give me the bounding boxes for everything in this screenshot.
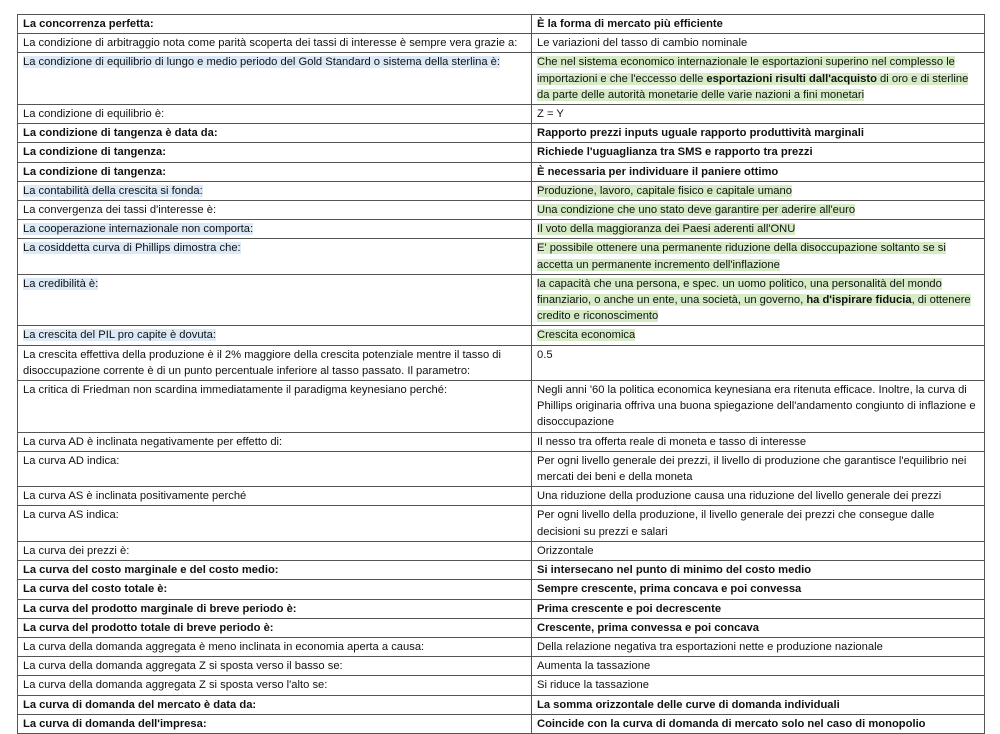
answer-cell <box>532 506 985 541</box>
question-cell <box>18 124 532 143</box>
answer-cell <box>532 162 985 181</box>
question-cell <box>18 220 532 239</box>
question-cell <box>18 561 532 580</box>
answer-text <box>537 603 721 615</box>
answer-cell <box>532 124 985 143</box>
answer-text <box>537 622 759 634</box>
answer-cell <box>532 451 985 486</box>
answer-text <box>537 564 811 576</box>
answer-segment: Produzione, lavoro, capitale fisico e capitale umano <box>537 184 792 197</box>
table-row <box>18 657 985 676</box>
answer-segment: , di ottenere credito e riconoscimento <box>537 294 971 323</box>
answer-segment: Orizzontale <box>537 544 594 557</box>
question-cell <box>18 657 532 676</box>
question-text: La condizione di equilibrio è: <box>23 108 165 121</box>
question-cell <box>18 53 532 105</box>
table-row <box>18 105 985 124</box>
answer-segment: Per ogni livello della produzione, il livello generale dei prezzi che consegue dalle decisioni su prezzi e salari <box>537 509 935 538</box>
answer-cell <box>532 695 985 714</box>
answer-cell <box>532 53 985 105</box>
question-cell <box>18 326 532 345</box>
question-cell <box>18 239 532 274</box>
answer-text <box>537 18 723 30</box>
table-row <box>18 345 985 380</box>
question-text: La curva di domanda dell'impresa: <box>23 717 207 730</box>
answer-segment: Coincide con la curva di domanda di mercato solo nel caso di monopolio <box>537 717 926 730</box>
question-text: La curva della domanda aggregata è meno inclinata in economia aperta a causa: <box>23 640 425 653</box>
answer-segment: Richiede l'uguaglianza tra SMS e rapporto tra prezzi <box>537 146 813 159</box>
question-text: La condizione di tangenza: <box>23 165 166 178</box>
question-text: La crescita effettiva della produzione è il 2% maggiore della crescita potenziale mentre il tasso di disoccupazione corrente è di un punto percentuale inferiore al tasso passato. Il parametro: <box>23 348 502 377</box>
answer-cell <box>532 220 985 239</box>
question-text: La condizione di tangenza è data da: <box>23 127 218 140</box>
answer-text <box>537 329 635 341</box>
question-text: La critica di Friedman non scardina immediatamente il paradigma keynesiano perché: <box>23 384 448 397</box>
answer-segment: di oro e di sterline da parte delle autorità monetarie delle varie nazioni a fini monetari <box>537 72 969 101</box>
answer-segment: Crescente, prima convessa e poi concava <box>537 621 759 634</box>
answer-text <box>537 641 883 653</box>
answer-segment: Il nesso tra offerta reale di moneta e tasso di interesse <box>537 435 807 448</box>
answer-cell <box>532 541 985 560</box>
answer-text <box>537 278 971 322</box>
answer-segment: Aumenta la tassazione <box>537 660 651 673</box>
answer-segment: È la forma di mercato più efficiente <box>537 18 723 30</box>
answer-text <box>537 545 594 557</box>
table-row <box>18 34 985 53</box>
question-text: La credibilità è: <box>23 277 99 290</box>
answer-text <box>537 56 968 100</box>
answer-segment: Per ogni livello generale dei prezzi, il livello di produzione che garantisce l'equilibrio nei mercati dei beni e della moneta <box>537 454 967 484</box>
question-text: La curva del prodotto marginale di breve periodo è: <box>23 602 297 615</box>
question-text: La curva di domanda del mercato è data da: <box>23 698 257 711</box>
answer-cell <box>532 15 985 34</box>
question-cell <box>18 105 532 124</box>
answer-segment: Una condizione che uno stato deve garantire per aderire all'euro <box>537 204 856 217</box>
answer-cell <box>532 239 985 274</box>
question-text: La condizione di equilibrio di lungo e medio periodo del Gold Standard o sistema della sterlina è: <box>23 56 501 69</box>
question-cell <box>18 637 532 656</box>
question-cell <box>18 451 532 486</box>
question-text: La curva AS indica: <box>23 509 119 522</box>
question-text: La curva del prodotto totale di breve periodo è: <box>23 621 274 634</box>
answer-text <box>537 37 747 49</box>
table-row <box>18 143 985 162</box>
question-cell <box>18 487 532 506</box>
answer-cell <box>532 676 985 695</box>
question-text: La curva del costo marginale e del costo medio: <box>23 564 279 577</box>
answer-cell <box>532 714 985 733</box>
answer-cell <box>532 181 985 200</box>
question-text: La cosiddetta curva di Phillips dimostra che: <box>23 242 241 255</box>
answer-cell <box>532 201 985 220</box>
question-text: La curva AS è inclinata positivamente perché <box>23 490 247 503</box>
question-text: La curva AD indica: <box>23 454 120 467</box>
question-text: La curva del costo totale è: <box>23 583 168 596</box>
question-cell <box>18 580 532 599</box>
table-row <box>18 618 985 637</box>
question-text: La condizione di tangenza: <box>23 146 166 159</box>
answer-text <box>537 185 792 197</box>
question-text: La curva AD è inclinata negativamente per effetto di: <box>23 435 283 448</box>
table-row <box>18 274 985 326</box>
question-cell <box>18 181 532 200</box>
question-cell <box>18 432 532 451</box>
answer-segment: Rapporto prezzi inputs uguale rapporto produttività marginali <box>537 127 864 140</box>
question-text: La concorrenza perfetta: <box>23 18 154 30</box>
table-row <box>18 239 985 274</box>
answer-text <box>537 223 795 235</box>
answer-cell <box>532 618 985 637</box>
answer-cell <box>532 432 985 451</box>
table-row <box>18 451 985 486</box>
answer-text <box>537 583 801 595</box>
answer-text <box>537 242 946 270</box>
answer-text <box>537 679 649 691</box>
answer-cell <box>532 326 985 345</box>
table-row <box>18 162 985 181</box>
table-row <box>18 506 985 541</box>
qa-sheet <box>17 14 984 734</box>
question-text: La convergenza dei tassi d'interesse è: <box>23 204 217 217</box>
question-cell <box>18 143 532 162</box>
question-text: La condizione di arbitraggio nota come parità scoperta dei tassi di interesse è sempre vera grazie a: <box>23 37 518 50</box>
answer-cell <box>532 580 985 599</box>
question-cell <box>18 345 532 380</box>
answer-segment: La somma orizzontale delle curve di domanda individuali <box>537 698 840 711</box>
answer-segment: la capacità che una persona, e spec. un uomo politico, una personalità del mondo finanziario, o anche un ente, una società, un governo, <box>537 277 942 307</box>
question-cell <box>18 201 532 220</box>
table-row <box>18 714 985 733</box>
question-cell <box>18 274 532 326</box>
answer-segment: 0.5 <box>537 348 553 361</box>
answer-text <box>537 108 564 120</box>
table-row <box>18 695 985 714</box>
answer-text <box>537 166 778 178</box>
answer-text <box>537 699 840 711</box>
question-cell <box>18 714 532 733</box>
table-row <box>18 432 985 451</box>
answer-text <box>537 660 650 672</box>
answer-text <box>537 204 855 216</box>
answer-segment: È necessaria per individuare il paniere ottimo <box>537 165 779 178</box>
answer-segment: Il voto della maggioranza dei Paesi aderenti all'ONU <box>537 223 796 236</box>
answer-cell <box>532 34 985 53</box>
question-cell <box>18 506 532 541</box>
answer-cell <box>532 105 985 124</box>
answer-segment: ha d'ispirare fiducia <box>806 294 912 307</box>
question-cell <box>18 599 532 618</box>
answer-text <box>537 349 553 361</box>
answer-segment: Negli anni '60 la politica economica keynesiana era ritenuta efficace. Inoltre, la curva di Phillips originaria offriva una buona spiegazione dell'andamento congiunto di inflazione e disoccupazione <box>537 384 976 429</box>
answer-segment: Una riduzione della produzione causa una riduzione del livello generale dei prezzi <box>537 490 942 503</box>
answer-text <box>537 509 934 537</box>
answer-segment: Le variazioni del tasso di cambio nominale <box>537 37 748 50</box>
answer-cell <box>532 274 985 326</box>
answer-cell <box>532 637 985 656</box>
answer-segment: E' possibile ottenere una permanente riduzione della disoccupazione soltanto se si accetta un permanente incremento dell'inflazione <box>537 242 946 271</box>
question-cell <box>18 541 532 560</box>
answer-text <box>537 146 813 158</box>
answer-cell <box>532 657 985 676</box>
answer-cell <box>532 143 985 162</box>
table-row <box>18 487 985 506</box>
answer-segment: Z = Y <box>537 108 564 121</box>
table-row <box>18 676 985 695</box>
answer-text <box>537 490 941 502</box>
answer-text <box>537 718 926 730</box>
question-text: La curva della domanda aggregata Z si sposta verso il basso se: <box>23 660 343 673</box>
answer-cell <box>532 561 985 580</box>
table-row <box>18 599 985 618</box>
answer-cell <box>532 381 985 433</box>
question-cell <box>18 15 532 34</box>
question-text: La curva dei prezzi è: <box>23 544 130 557</box>
answer-segment: esportazioni risulti dall'acquisto <box>706 72 877 85</box>
question-cell <box>18 381 532 433</box>
table-row <box>18 561 985 580</box>
answer-cell <box>532 487 985 506</box>
question-cell <box>18 676 532 695</box>
question-cell <box>18 162 532 181</box>
answer-cell <box>532 345 985 380</box>
question-text: La cooperazione internazionale non comporta: <box>23 223 254 236</box>
question-text: La crescita del PIL pro capite è dovuta: <box>23 329 216 342</box>
answer-segment: Crescita economica <box>537 329 636 342</box>
question-cell <box>18 34 532 53</box>
table-row <box>18 637 985 656</box>
table-row <box>18 201 985 220</box>
answer-text <box>537 455 966 483</box>
table-row <box>18 181 985 200</box>
table-row <box>18 541 985 560</box>
answer-segment: Si intersecano nel punto di minimo del costo medio <box>537 564 812 577</box>
table-row <box>18 53 985 105</box>
table-row <box>18 220 985 239</box>
qa-table-body <box>18 15 985 734</box>
question-text: La curva della domanda aggregata Z si sposta verso l'alto se: <box>23 679 328 692</box>
answer-text <box>537 384 976 428</box>
answer-cell <box>532 599 985 618</box>
table-row <box>18 124 985 143</box>
answer-segment: Sempre crescente, prima concava e poi convessa <box>537 583 802 596</box>
question-cell <box>18 695 532 714</box>
answer-segment: Che nel sistema economico internazionale le esportazioni superino nel complesso le importazioni e che l'eccesso delle <box>537 56 955 85</box>
question-cell <box>18 618 532 637</box>
table-row <box>18 381 985 433</box>
table-row <box>18 326 985 345</box>
answer-segment: Prima crescente e poi decrescente <box>537 602 722 615</box>
answer-segment: Si riduce la tassazione <box>537 679 649 692</box>
table-row <box>18 580 985 599</box>
answer-text <box>537 127 864 139</box>
table-row <box>18 15 985 34</box>
answer-text <box>537 436 806 448</box>
question-text: La contabilità della crescita si fonda: <box>23 184 203 197</box>
answer-segment: Della relazione negativa tra esportazioni nette e produzione nazionale <box>537 640 883 653</box>
qa-table <box>17 14 985 734</box>
